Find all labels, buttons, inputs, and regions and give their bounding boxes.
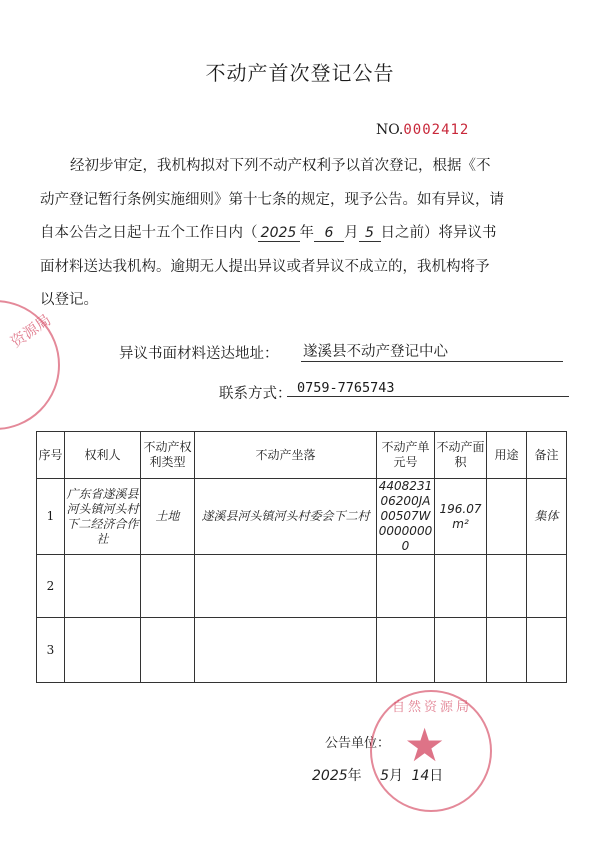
row-remark [527, 555, 567, 618]
notice-title: 不动产首次登记公告 [205, 61, 395, 85]
serial-value: 0002412 [403, 122, 470, 138]
address-label: 异议书面材料送达地址： [119, 346, 279, 362]
serial-number [376, 122, 469, 138]
row-holder [65, 618, 141, 683]
row-usage [487, 555, 527, 618]
deadline-year: 2025 [258, 225, 300, 242]
body-line-5: 以登记。 [40, 292, 98, 308]
contact-value: 0759-7765743 [287, 380, 569, 397]
address-value: 遂溪县不动产登记中心 [301, 340, 563, 362]
row-usage [487, 479, 527, 555]
date-month: 5 [380, 768, 390, 784]
official-seal-text: 自然资源局 [392, 700, 473, 715]
row-holder: 广东省遂溪县河头镇河头村下二经济合作社 [65, 479, 141, 555]
table-header-row [37, 432, 567, 479]
deadline-month-char: 月 [344, 225, 359, 241]
table-row [37, 618, 567, 683]
date-year-char: 年 [347, 768, 362, 784]
date-month-char: 月 [389, 768, 404, 784]
row-seq: 2 [37, 555, 65, 618]
left-seal-text: 资源局 [7, 310, 55, 352]
body-line-3-pre: 自本公告之日起十五个工作日内（ [40, 225, 258, 241]
header-seq: 序号 [37, 432, 65, 479]
table-row [37, 479, 567, 555]
header-area: 不动产面积 [435, 432, 487, 479]
seal-star-icon: ★ [404, 718, 446, 772]
header-holder: 权利人 [65, 432, 141, 479]
row-remark: 集体 [527, 479, 567, 555]
serial-prefix: NO. [376, 122, 404, 138]
header-unit-no: 不动产单元号 [377, 432, 435, 479]
row-right-type [141, 618, 195, 683]
registration-table [36, 431, 567, 683]
row-right-type: 土地 [141, 479, 195, 555]
header-usage: 用途 [487, 432, 527, 479]
row-unit-no: 440823106200JA00507W00000000 [377, 479, 435, 555]
row-area: 196.07m² [435, 479, 487, 555]
date-day-char: 日 [429, 768, 444, 784]
row-holder [65, 555, 141, 618]
deadline-month: 6 [314, 225, 344, 242]
body-line-4: 面材料送达我机构。逾期无人提出异议或者异议不成立的，我机构将予 [40, 259, 490, 275]
row-unit-no [377, 618, 435, 683]
notice-unit-label: 公告单位： [325, 736, 391, 751]
row-location [195, 555, 377, 618]
row-unit-no [377, 555, 435, 618]
contact-label: 联系方式： [219, 386, 292, 402]
header-right-type: 不动产权利类型 [141, 432, 195, 479]
body-line-2: 动产登记暂行条例实施细则》第十七条的规定，现予公告。如有异议，请 [40, 192, 504, 208]
body-line-1: 经初步审定，我机构拟对下列不动产权利予以首次登记，根据《不 [70, 158, 491, 174]
row-area [435, 618, 487, 683]
row-seq: 1 [37, 479, 65, 555]
deadline-day: 5 [359, 225, 381, 242]
body-line-3 [40, 221, 580, 242]
date-year: 2025 [312, 768, 348, 784]
row-usage [487, 618, 527, 683]
row-location [195, 618, 377, 683]
row-right-type [141, 555, 195, 618]
table-row [37, 555, 567, 618]
row-area [435, 555, 487, 618]
row-remark [527, 618, 567, 683]
row-seq: 3 [37, 618, 65, 683]
header-location: 不动产坐落 [195, 432, 377, 479]
deadline-year-char: 年 [299, 225, 314, 241]
date-day: 14 [411, 768, 430, 784]
row-location: 遂溪县河头镇河头村委会下二村 [195, 479, 377, 555]
body-line-3-post: 日之前）将异议书 [380, 225, 497, 241]
header-remark: 备注 [527, 432, 567, 479]
